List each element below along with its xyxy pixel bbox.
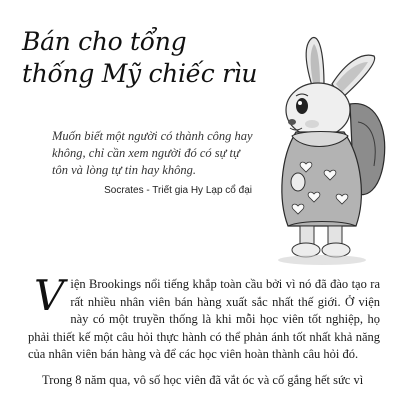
rabbit-with-backpack-illustration [262, 32, 400, 270]
chapter-title: Bán cho tổng thống Mỹ chiếc rìu [22, 27, 258, 88]
quote-attribution: Socrates - Triết gia Hy Lạp cổ đại [104, 185, 252, 196]
epigraph-quote: Muốn biết một người có thành công hay không, chỉ cần xem người đó có sự tự tôn và lòng tự tin hay không. [52, 129, 253, 177]
drop-cap: V [34, 271, 65, 320]
body-text [28, 271, 380, 389]
paragraph-1 [28, 271, 380, 364]
paragraph-1-text: iện Brookings nổi tiếng khắp toàn cầu bởi vì nó đã đào tạo ra rất nhiều nhân viên bán hàng xuất sắc nhất thế giới. Ở viện này có một truyền thống là khi mỗi học viên tốt nghiệp, họ phải thiết kế một câu hỏi thực hành có thể phản ánh tốt nhất khả năng của nhân viên bán hàng và để các học viên hoàn thành câu hỏi đó. [28, 277, 380, 361]
paragraph-2: Trong 8 năm qua, vô số học viên đã vắt óc và cố gắng hết sức vì [42, 372, 364, 387]
